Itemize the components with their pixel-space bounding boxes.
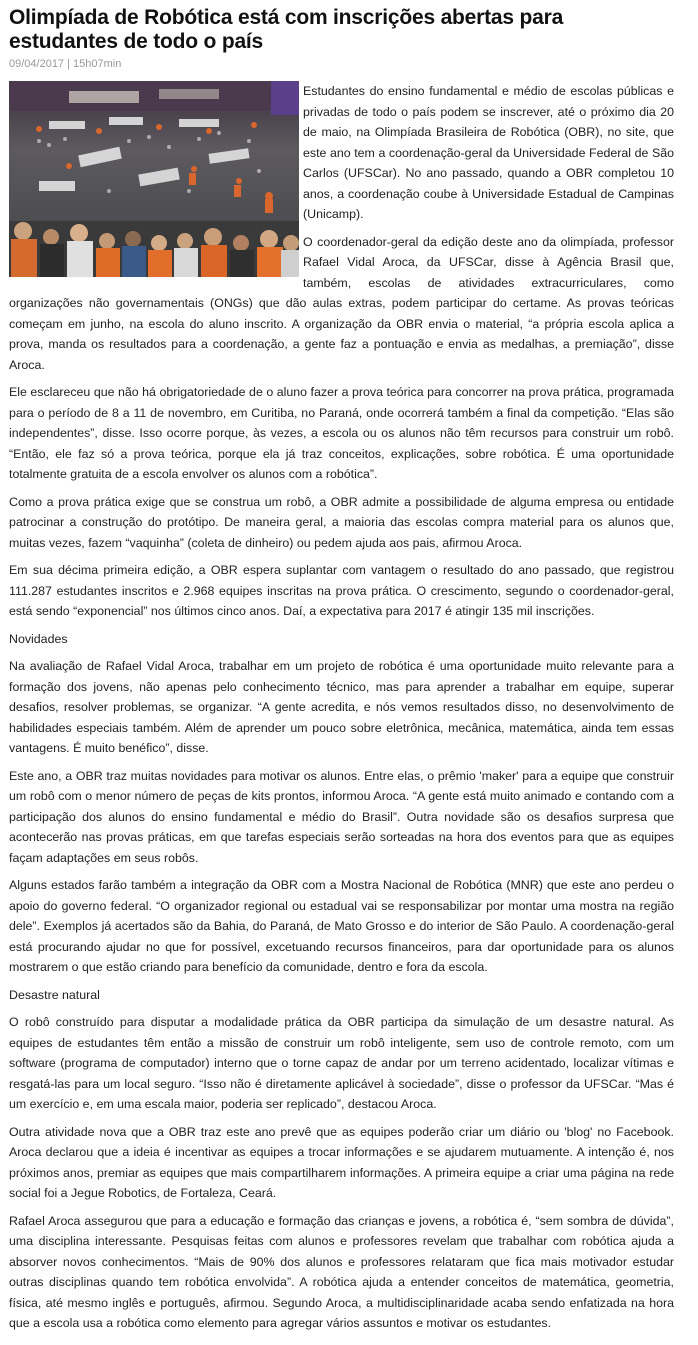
paragraph: O robô construído para disputar a modalidade prática da OBR participa da simulação de um desastre natural. As equipes de estudantes têm então a missão de construir um robô inteligente, sem uso de controle remoto, com um software (programa de computador) interno que o torne capaz de andar por um terreno acidentado, localizar vítimas e resgatá-las para um local seguro. “Isso não é diretamente aplicável à sociedade”, disse o professor da UFSCar. “Mas é um exercício e, em uma escala maior, poderia ser replicado”, destacou Aroca.	[9, 1015, 674, 1111]
paragraph: Como a prova prática exige que se construa um robô, a OBR admite a possibilidade de alguma empresa ou entidade patrocinar a construção do protótipo. De maneira geral, a maioria das escolas compra material para os alunos que, muitas vezes, fazem “vaquinha” (coleta de dinheiro) ou pedem ajuda aos pais, afirmou Aroca.	[9, 494, 674, 550]
paragraph: Em sua décima primeira edição, a OBR espera suplantar com vantagem o resultado do ano passado, que registrou 111.287 estudantes inscritos e 2.968 equipes inscritas na prova prática. O crescimento, segundo o coordenador-geral, está sendo “exponencial” nos últimos cinco anos. Daí, a expectativa para 2017 é atingir 135 mil inscrições.	[9, 563, 674, 618]
paragraph: Outra atividade nova que a OBR traz este ano prevê que as equipes poderão criar um diário ou 'blog' no Facebook. Aroca declarou que a ideia é incentivar as equipes a trocar informações e se ajudarem mutuamente. A intenção é, nos próximos anos, premiar as equipes que mais compartilharem informações. A primeira equipe a criar uma página na rede social foi a Jegue Robotics, de Fortaleza, Ceará.	[9, 1124, 674, 1200]
article-body	[9, 81, 674, 1334]
paragraph: O coordenador-geral da edição deste ano da olimpíada, professor Rafael Vidal Aroca, da UFSCar, disse à Agência Brasil que, também, escolas de atividades extracurriculares, como organizações não governamentais (ONGs) que dão aulas extras, podem participar do certame. As provas teóricas começam em junho, na escola do aluno inscrito. A organização da OBR envia o material, “a própria escola aplica a prova, manda os resultados para a coordenação, a gente faz a pontuação e envia as medalhas, a premiação”, disse Aroca.	[9, 234, 674, 372]
paragraph: Rafael Aroca assegurou que para a educação e formação das crianças e jovens, a robótica é, “sem sombra de dúvida”, uma disciplina interessante. Pesquisas feitas com alunos e professores revelam que trabalhar com robótica ajuda a absorver novos conhecimentos. “Mais de 90% dos alunos e professores relataram que fica mais motivador estudar outras disciplinas quando tem robótica envolvida”. A robótica ajuda a entender conceitos de matemática, geometria, física, até mesmo inglês e português, afirmou. Segundo Aroca, a multidisciplinaridade acaba sendo enfatizada na hora que a escola usa a robótica como elemento para agregar vários assuntos e motivar os estudantes.	[9, 1213, 674, 1330]
photo-illustration	[9, 81, 299, 277]
article-date: 09/04/2017 | 15h07min	[9, 58, 122, 70]
robotics-competition-photo	[9, 81, 299, 277]
article-title: Olimpíada de Robótica está com inscrições abertas para estudantes de todo o país	[9, 6, 564, 53]
paragraph: Estudantes do ensino fundamental e médio de escolas públicas e privadas de todo o país podem se inscrever, até o próximo dia 20 de maio, na Olimpíada Brasileira de Robótica (OBR), no site, que este ano tem a coordenação-geral da Universidade Federal de São Carlos (UFSCar). No ano passado, quando a OBR completou 10 anos, a coordenação coube à Universidade Estadual de Campinas (Unicamp).	[303, 84, 674, 221]
paragraph: Na avaliação de Rafael Vidal Aroca, trabalhar em um projeto de robótica é uma oportunidade muito relevante para a formação dos jovens, não apenas pelo conhecimento técnico, mas para aprender a trabalhar em equipe, superar desafios, resolver problemas, se organizar. “A gente acredita, e nós vemos resultados disso, no desenvolvimento de habilidades especiais também. Além de aprender um pouco sobre eletrônica, mecânica, matemática, ainda tem essas vantagens. É muito benéfico”, disse.	[9, 659, 674, 755]
paragraph: Ele esclareceu que não há obrigatoriedade de o aluno fazer a prova teórica para concorrer na prova prática, programada para o período de 8 a 11 de novembro, em Curitiba, no Paraná, onde ocorrerá também a final da competição. “Elas são independentes”, disse. Isso ocorre porque, às vezes, a escola ou os alunos não têm recursos para construir um robô. “Então, ele faz só a prova teórica, porque ela já traz conceitos, explicações, sobre robótica. É uma oportunidade totalmente gratuita de a escola envolver os alunos com a robótica”.	[9, 385, 674, 481]
subheading-novidades: Novidades	[9, 631, 68, 646]
subheading-desastre-natural: Desastre natural	[9, 987, 100, 1002]
paragraph: Alguns estados farão também a integração da OBR com a Mostra Nacional de Robótica (MNR) que este ano perdeu o apoio do governo federal. “O organizador regional ou estadual vai se responsabilizar por montar uma mostra na região dele”. Exemplos já acertados são da Bahia, do Paraná, de Mato Grosso e do interior de São Paulo. A coordenação-geral está procurando ajudar no que for possível, excetuando recursos financeiros, para dar oportunidade para os alunos mostrarem o que estão criando para benefício da comunidade, dentro e fora da escola.	[9, 878, 674, 974]
paragraph: Este ano, a OBR traz muitas novidades para motivar os alunos. Entre elas, o prêmio 'maker' para a equipe que construir um robô com o menor número de peças de kits prontos, informou Aroca. “A gente está muito animado e contando com a participação dos alunos do ensino fundamental e médio do Brasil”. Outra novidade são os desafios surpresa que acontecerão nas provas práticas, em que tarefas especiais serão sorteadas na hora dos eventos para que as equipes façam adaptações em seus robôs.	[9, 768, 674, 865]
